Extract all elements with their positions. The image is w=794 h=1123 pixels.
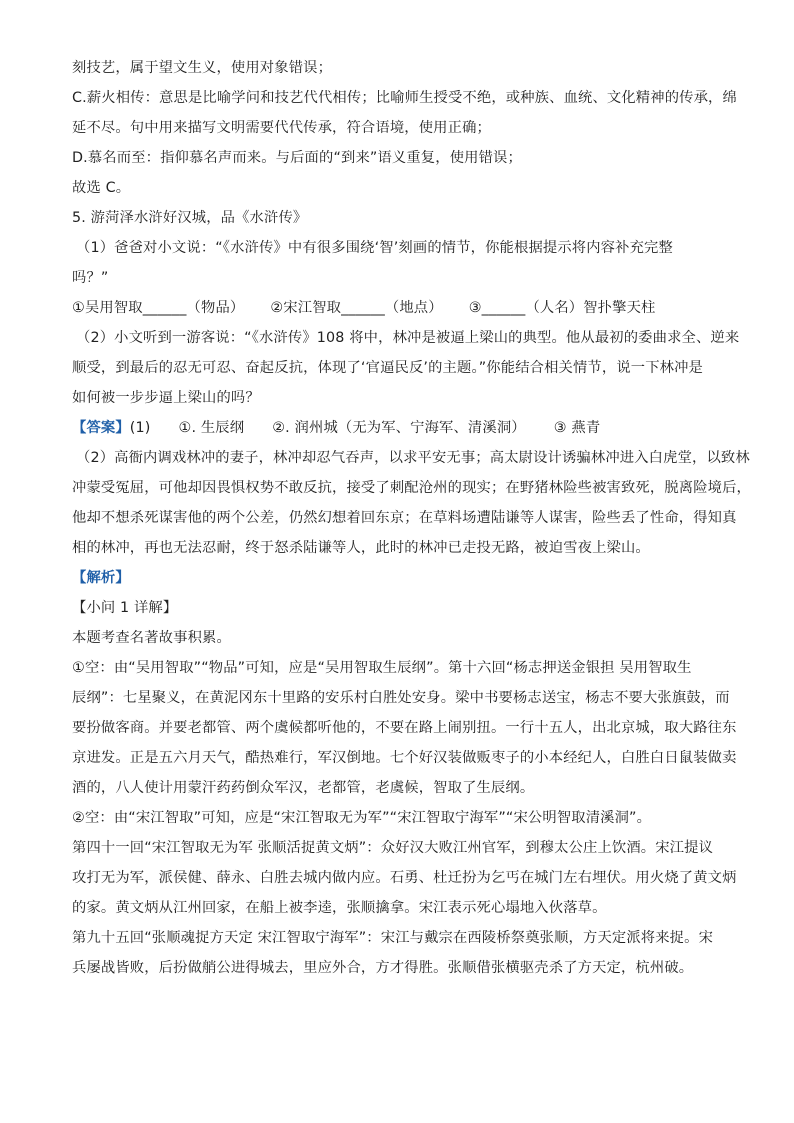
sub-question-heading: 【小问 1 详解】 bbox=[72, 600, 178, 616]
answer-1: ①. 生辰纲 bbox=[178, 420, 245, 436]
option-3: ③______（人名）智扑擎天柱 bbox=[468, 300, 656, 316]
analysis-text: 酒的，八人使计用蒙汗药药倒众军汉，老都管，老虞候，智取了生辰纲。 bbox=[72, 780, 535, 796]
analysis-text: ②空：由“宋江智取”可知，应是“宋江智取无为军”“宋江智取宁海军”“宋公明智取清溪洞”。 bbox=[72, 810, 652, 826]
answer-2: ②. 润州城（无为军、宁海军、清溪洞） bbox=[272, 420, 526, 436]
option-1: ①吴用智取______（物品） bbox=[72, 300, 245, 316]
answer-text: 他却不想杀死谋害他的两个公差，仍然幻想着回东京；在草料场遭陆谦等人谋害，险些丢了性命，得知真 bbox=[72, 510, 737, 526]
question-title: 5. 游菏泽水浒好汉城，品《水浒传》 bbox=[72, 210, 308, 226]
answer-3: ③ 燕青 bbox=[553, 420, 601, 436]
text-line: 故选 C。 bbox=[72, 180, 131, 196]
question-part-2: （2）小文听到一游客说：“《水浒传》108 将中，林冲是被逼上梁山的典型。他从最初的委曲求全、逆来 bbox=[76, 330, 740, 346]
text-line: 刻技艺，属于望文生义，使用对象错误； bbox=[72, 60, 333, 76]
answer-text: 冲蒙受冤屈，可他却因畏惧权势不敢反抗，接受了刺配沧州的现实；在野猪林险些被害致死，脱离险境后， bbox=[72, 480, 751, 496]
analysis-text: 要扮做客商。并要老都管、两个虞候都听他的，不要在路上闹别扭。一行十五人，出北京城，取大路往东 bbox=[72, 720, 737, 736]
option-2: ②宋江智取______（地点） bbox=[270, 300, 443, 316]
answer-row bbox=[72, 418, 724, 438]
text-line: 延不尽。句中用来描写文明需要代代传承，符合语境，使用正确； bbox=[72, 120, 491, 136]
analysis-text: 第四十一回“宋江智取无为军 张顺活捉黄文炳”：众好汉大败江州官军，到穆太公庄上饮酒。宋江提议 bbox=[72, 840, 714, 856]
fill-in-options bbox=[72, 298, 724, 318]
analysis-text: 本题考查名著故事积累。 bbox=[72, 630, 231, 646]
analysis-label: 【解析】 bbox=[72, 570, 130, 586]
answer-part-number: (1) bbox=[129, 420, 151, 436]
analysis-text: ①空：由“吴用智取”“物品”可知，应是“吴用智取生辰纲”。第十六回“杨志押送金银担 吴用智取生 bbox=[72, 660, 692, 676]
question-part-1: （1）爸爸对小文说：“《水浒传》中有很多围绕‘智’刻画的情节，你能根据提示将内容补充完整 bbox=[76, 240, 673, 256]
text-line: 吗？” bbox=[72, 270, 109, 286]
answer-label: 【答案】 bbox=[72, 420, 130, 436]
analysis-text: 攻打无为军，派侯健、薛永、白胜去城内做内应。石勇、杜迁扮为乞丐在城门左右埋伏。用火烧了黄文炳 bbox=[72, 870, 737, 886]
answer-text: 相的林冲，再也无法忍耐，终于怒杀陆谦等人，此时的林冲已走投无路，被迫雪夜上梁山。 bbox=[72, 540, 650, 556]
text-line: 如何被一步步逼上梁山的吗？ bbox=[72, 390, 260, 406]
analysis-text: 第九十五回“张顺魂捉方天定 宋江智取宁海军”：宋江与戴宗在西陵桥祭奠张顺，方天定派将来捉。宋 bbox=[72, 930, 714, 946]
analysis-text: 京进发。正是五六月天气，酷热难行，军汉倒地。七个好汉装做贩枣子的小本经纪人，白胜白日鼠装做卖 bbox=[72, 750, 737, 766]
analysis-text: 兵屡战皆败，后扮做艄公进得城去，里应外合，方才得胜。张顺借张横驱壳杀了方天定，杭州破。 bbox=[72, 960, 694, 976]
analysis-text: 辰纲”：七星聚义，在黄泥冈东十里路的安乐村白胜处安身。梁中书要杨志送宝，杨志不要大张旗鼓，而 bbox=[72, 690, 730, 706]
text-line: C.薪火相传：意思是比喻学问和技艺代代相传；比喻师生授受不绝，或种族、血统、文化精神的传承，绵 bbox=[72, 90, 737, 106]
text-line: 顺受，到最后的忍无可忍、奋起反抗，体现了‘官逼民反’的主题。”你能结合相关情节，说一下林冲是 bbox=[72, 360, 704, 376]
text-line: D.慕名而至：指仰慕名声而来。与后面的“到来”语义重复，使用错误； bbox=[72, 150, 522, 166]
analysis-text: 的家。黄文炳从江州回家，在船上被李逵，张顺擒拿。宋江表示死心塌地入伙落草。 bbox=[72, 900, 607, 916]
answer-text: （2）高衙内调戏林冲的妻子，林冲却忍气吞声，以求平安无事；高太尉设计诱骗林冲进入白虎堂，以致林 bbox=[76, 450, 750, 466]
